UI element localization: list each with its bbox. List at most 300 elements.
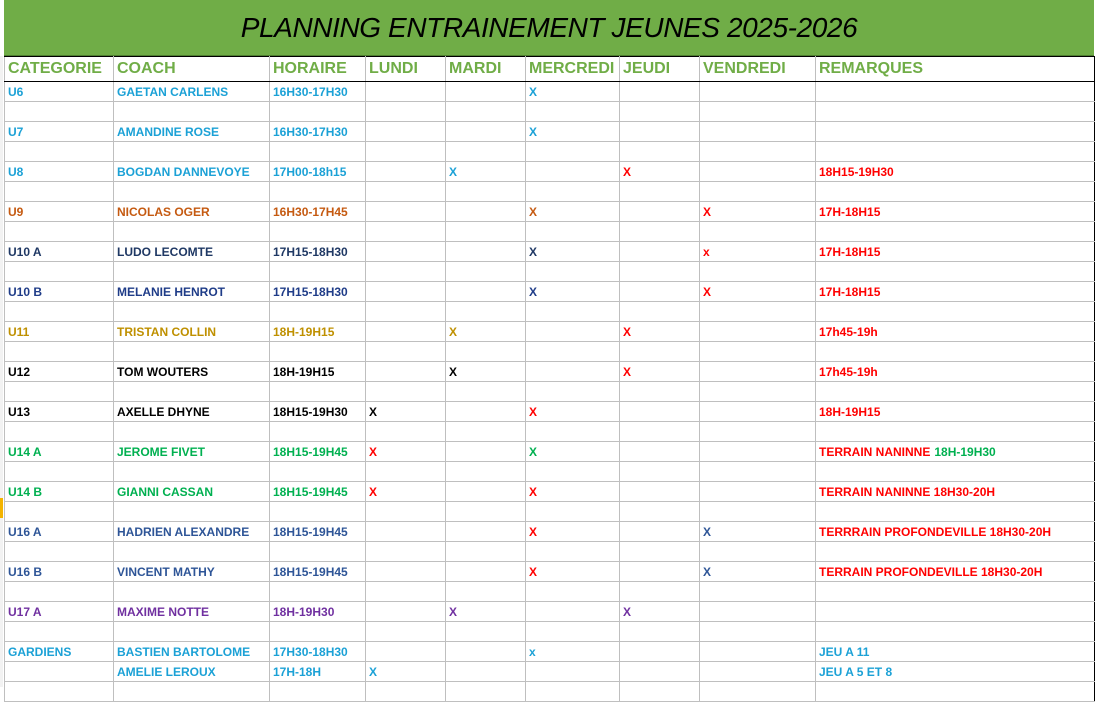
day-cell-mercredi[interactable] — [526, 162, 620, 182]
day-cell-lundi[interactable] — [366, 122, 446, 142]
day-cell-jeudi[interactable]: X — [620, 322, 700, 342]
empty-cell[interactable] — [816, 422, 1095, 442]
empty-cell[interactable] — [700, 262, 816, 282]
empty-cell[interactable] — [366, 342, 446, 362]
remarks-cell[interactable] — [816, 282, 1095, 302]
day-cell-vendredi[interactable]: X — [700, 562, 816, 582]
cell-coach[interactable]: BASTIEN BARTOLOME — [114, 642, 270, 662]
day-cell-jeudi[interactable] — [620, 122, 700, 142]
cell-categorie[interactable] — [5, 662, 114, 682]
day-cell-lundi[interactable] — [366, 642, 446, 662]
day-cell-mercredi[interactable]: x — [526, 642, 620, 662]
cell-coach[interactable]: TOM WOUTERS — [114, 362, 270, 382]
remarks-cell[interactable] — [816, 602, 1095, 622]
cell-coach[interactable]: HADRIEN ALEXANDRE — [114, 522, 270, 542]
empty-cell[interactable] — [5, 102, 114, 122]
empty-cell[interactable] — [700, 222, 816, 242]
remarks-text: TERRAIN NANINNE — [819, 444, 931, 459]
empty-cell[interactable] — [366, 142, 446, 162]
empty-cell[interactable] — [366, 462, 446, 482]
empty-cell[interactable] — [620, 462, 700, 482]
empty-cell[interactable] — [114, 622, 270, 642]
empty-cell[interactable] — [270, 302, 366, 322]
day-cell-vendredi[interactable]: X — [700, 522, 816, 542]
day-cell-mercredi[interactable]: X — [526, 482, 620, 502]
spacer-row — [5, 622, 1095, 642]
day-cell-lundi[interactable] — [366, 242, 446, 262]
day-cell-mercredi[interactable]: X — [526, 402, 620, 422]
cell-horaire[interactable]: 17H15-18H30 — [270, 242, 366, 262]
cell-horaire[interactable]: 18H-19H15 — [270, 322, 366, 342]
empty-cell[interactable] — [700, 382, 816, 402]
day-cell-mardi[interactable] — [446, 202, 526, 222]
empty-cell[interactable] — [5, 582, 114, 602]
empty-cell[interactable] — [446, 382, 526, 402]
header-cell[interactable]: COACH — [114, 57, 270, 82]
empty-cell[interactable] — [816, 622, 1095, 642]
cell-categorie[interactable]: U9 — [5, 202, 114, 222]
remarks-cell[interactable] — [816, 442, 1095, 462]
cell-horaire[interactable]: 17H00-18h15 — [270, 162, 366, 182]
day-cell-vendredi[interactable]: X — [700, 282, 816, 302]
empty-cell[interactable] — [366, 222, 446, 242]
day-cell-jeudi[interactable] — [620, 482, 700, 502]
empty-cell[interactable] — [526, 582, 620, 602]
empty-cell[interactable] — [816, 222, 1095, 242]
empty-cell[interactable] — [816, 302, 1095, 322]
empty-cell[interactable] — [5, 462, 114, 482]
cell-horaire[interactable]: 17H15-18H30 — [270, 282, 366, 302]
day-cell-vendredi[interactable]: x — [700, 242, 816, 262]
table-row — [5, 162, 1095, 182]
empty-cell[interactable] — [446, 622, 526, 642]
empty-cell[interactable] — [366, 622, 446, 642]
empty-cell[interactable] — [446, 342, 526, 362]
day-cell-mardi[interactable] — [446, 522, 526, 542]
empty-cell[interactable] — [5, 262, 114, 282]
empty-cell[interactable] — [5, 342, 114, 362]
empty-cell[interactable] — [114, 222, 270, 242]
remarks-cell[interactable] — [816, 162, 1095, 182]
spacer-row — [5, 422, 1095, 442]
cell-categorie[interactable]: U16 A — [5, 522, 114, 542]
day-cell-jeudi[interactable] — [620, 282, 700, 302]
day-cell-lundi[interactable] — [366, 202, 446, 222]
empty-cell[interactable] — [620, 542, 700, 562]
day-cell-mardi[interactable]: X — [446, 362, 526, 382]
header-cell[interactable]: CATEGORIE — [5, 57, 114, 82]
cell-categorie[interactable]: U10 B — [5, 282, 114, 302]
cell-coach[interactable]: AXELLE DHYNE — [114, 402, 270, 422]
remarks-cell[interactable] — [816, 322, 1095, 342]
empty-cell[interactable] — [620, 342, 700, 362]
empty-cell[interactable] — [526, 302, 620, 322]
empty-cell[interactable] — [526, 222, 620, 242]
day-cell-jeudi[interactable] — [620, 402, 700, 422]
empty-cell[interactable] — [5, 682, 114, 702]
cell-categorie[interactable]: U11 — [5, 322, 114, 342]
day-cell-jeudi[interactable] — [620, 662, 700, 682]
remarks-cell[interactable] — [816, 242, 1095, 262]
empty-cell[interactable] — [620, 622, 700, 642]
remarks-cell[interactable] — [816, 482, 1095, 502]
empty-cell[interactable] — [114, 542, 270, 562]
cell-coach[interactable]: MELANIE HENROT — [114, 282, 270, 302]
day-cell-vendredi[interactable] — [700, 662, 816, 682]
day-cell-lundi[interactable] — [366, 162, 446, 182]
cell-categorie[interactable]: U14 A — [5, 442, 114, 462]
cell-horaire[interactable]: 18H-19H15 — [270, 362, 366, 382]
empty-cell[interactable] — [446, 142, 526, 162]
day-cell-jeudi[interactable] — [620, 202, 700, 222]
table-row — [5, 662, 1095, 682]
day-cell-jeudi[interactable]: X — [620, 602, 700, 622]
empty-cell[interactable] — [446, 222, 526, 242]
day-cell-mardi[interactable] — [446, 242, 526, 262]
day-cell-mardi[interactable]: X — [446, 602, 526, 622]
empty-cell[interactable] — [526, 142, 620, 162]
day-cell-mardi[interactable] — [446, 122, 526, 142]
day-cell-vendredi[interactable] — [700, 362, 816, 382]
empty-cell[interactable] — [620, 262, 700, 282]
empty-cell[interactable] — [700, 502, 816, 522]
empty-cell[interactable] — [816, 502, 1095, 522]
day-cell-mardi[interactable]: X — [446, 322, 526, 342]
empty-cell[interactable] — [114, 342, 270, 362]
day-cell-mercredi[interactable] — [526, 322, 620, 342]
empty-cell[interactable] — [816, 682, 1095, 702]
cell-horaire[interactable]: 18H15-19H45 — [270, 442, 366, 462]
empty-cell[interactable] — [270, 582, 366, 602]
empty-cell[interactable] — [366, 682, 446, 702]
day-cell-vendredi[interactable] — [700, 482, 816, 502]
empty-cell[interactable] — [114, 462, 270, 482]
empty-cell[interactable] — [446, 262, 526, 282]
day-cell-mercredi[interactable] — [526, 362, 620, 382]
empty-cell[interactable] — [366, 502, 446, 522]
empty-cell[interactable] — [270, 542, 366, 562]
header-cell[interactable]: HORAIRE — [270, 57, 366, 82]
day-cell-mercredi[interactable]: X — [526, 562, 620, 582]
header-cell[interactable]: MERCREDI — [526, 57, 620, 82]
empty-cell[interactable] — [270, 682, 366, 702]
cell-categorie[interactable]: U8 — [5, 162, 114, 182]
header-cell[interactable]: LUNDI — [366, 57, 446, 82]
day-cell-mercredi[interactable]: X — [526, 122, 620, 142]
day-cell-vendredi[interactable]: X — [700, 202, 816, 222]
empty-cell[interactable] — [816, 102, 1095, 122]
cell-categorie[interactable]: U12 — [5, 362, 114, 382]
day-cell-vendredi[interactable] — [700, 322, 816, 342]
day-cell-mardi[interactable] — [446, 442, 526, 462]
empty-cell[interactable] — [700, 462, 816, 482]
header-cell[interactable]: REMARQUES — [816, 57, 1095, 82]
empty-cell[interactable] — [366, 542, 446, 562]
remarks-cell[interactable] — [816, 122, 1095, 142]
empty-cell[interactable] — [5, 542, 114, 562]
cell-coach[interactable]: AMANDINE ROSE — [114, 122, 270, 142]
empty-cell[interactable] — [270, 342, 366, 362]
empty-cell[interactable] — [700, 142, 816, 162]
empty-cell[interactable] — [816, 142, 1095, 162]
day-cell-lundi[interactable] — [366, 602, 446, 622]
empty-cell[interactable] — [446, 502, 526, 522]
cell-coach[interactable]: VINCENT MATHY — [114, 562, 270, 582]
day-cell-lundi[interactable] — [366, 522, 446, 542]
empty-cell[interactable] — [526, 682, 620, 702]
empty-cell[interactable] — [620, 502, 700, 522]
empty-cell[interactable] — [446, 302, 526, 322]
day-cell-vendredi[interactable] — [700, 442, 816, 462]
empty-cell[interactable] — [620, 182, 700, 202]
empty-cell[interactable] — [366, 422, 446, 442]
empty-cell[interactable] — [526, 422, 620, 442]
day-cell-jeudi[interactable] — [620, 242, 700, 262]
day-cell-vendredi[interactable] — [700, 82, 816, 102]
empty-cell[interactable] — [526, 502, 620, 522]
remarks-text: TERRAIN PROFONDEVILLE 18H30-20H — [819, 564, 1043, 579]
cell-categorie[interactable]: U13 — [5, 402, 114, 422]
day-cell-lundi[interactable]: X — [366, 442, 446, 462]
cell-coach[interactable]: BOGDAN DANNEVOYE — [114, 162, 270, 182]
empty-cell[interactable] — [5, 182, 114, 202]
day-cell-mercredi[interactable]: X — [526, 82, 620, 102]
empty-cell[interactable] — [816, 542, 1095, 562]
header-cell[interactable]: JEUDI — [620, 57, 700, 82]
empty-cell[interactable] — [366, 102, 446, 122]
cell-horaire[interactable]: 16H30-17H30 — [270, 82, 366, 102]
empty-cell[interactable] — [446, 462, 526, 482]
empty-cell[interactable] — [446, 182, 526, 202]
day-cell-mercredi[interactable]: X — [526, 522, 620, 542]
cell-coach[interactable]: GIANNI CASSAN — [114, 482, 270, 502]
empty-cell[interactable] — [700, 182, 816, 202]
day-cell-jeudi[interactable] — [620, 82, 700, 102]
cell-horaire[interactable]: 18H15-19H45 — [270, 482, 366, 502]
empty-cell[interactable] — [366, 582, 446, 602]
cell-categorie[interactable]: GARDIENS — [5, 642, 114, 662]
cell-coach[interactable]: JEROME FIVET — [114, 442, 270, 462]
empty-cell[interactable] — [700, 682, 816, 702]
empty-cell[interactable] — [114, 422, 270, 442]
empty-cell[interactable] — [700, 542, 816, 562]
cell-coach[interactable]: TRISTAN COLLIN — [114, 322, 270, 342]
empty-cell[interactable] — [526, 342, 620, 362]
empty-cell[interactable] — [270, 382, 366, 402]
empty-cell[interactable] — [446, 582, 526, 602]
day-cell-vendredi[interactable] — [700, 602, 816, 622]
remarks-cell[interactable] — [816, 82, 1095, 102]
day-cell-vendredi[interactable] — [700, 642, 816, 662]
empty-cell[interactable] — [526, 262, 620, 282]
day-cell-lundi[interactable] — [366, 322, 446, 342]
empty-cell[interactable] — [114, 182, 270, 202]
empty-cell[interactable] — [5, 302, 114, 322]
remarks-cell[interactable] — [816, 362, 1095, 382]
empty-cell[interactable] — [700, 102, 816, 122]
empty-cell[interactable] — [526, 102, 620, 122]
empty-cell[interactable] — [5, 502, 114, 522]
cell-horaire[interactable]: 16H30-17H30 — [270, 122, 366, 142]
spacer-row — [5, 102, 1095, 122]
cell-horaire[interactable]: 17H-18H — [270, 662, 366, 682]
day-cell-vendredi[interactable] — [700, 122, 816, 142]
header-cell[interactable]: MARDI — [446, 57, 526, 82]
cell-categorie[interactable]: U14 B — [5, 482, 114, 502]
cell-coach[interactable]: GAETAN CARLENS — [114, 82, 270, 102]
day-cell-mercredi[interactable]: X — [526, 202, 620, 222]
day-cell-lundi[interactable] — [366, 282, 446, 302]
empty-cell[interactable] — [114, 102, 270, 122]
day-cell-jeudi[interactable]: X — [620, 362, 700, 382]
table-row — [5, 442, 1095, 462]
empty-cell[interactable] — [620, 222, 700, 242]
empty-cell[interactable] — [5, 422, 114, 442]
cell-categorie[interactable]: U10 A — [5, 242, 114, 262]
empty-cell[interactable] — [5, 222, 114, 242]
empty-cell[interactable] — [270, 622, 366, 642]
empty-cell[interactable] — [700, 422, 816, 442]
empty-cell[interactable] — [816, 462, 1095, 482]
day-cell-mardi[interactable] — [446, 642, 526, 662]
empty-cell[interactable] — [114, 262, 270, 282]
empty-cell[interactable] — [5, 622, 114, 642]
empty-cell[interactable] — [270, 102, 366, 122]
day-cell-mardi[interactable] — [446, 662, 526, 682]
empty-cell[interactable] — [526, 622, 620, 642]
empty-cell[interactable] — [816, 262, 1095, 282]
day-cell-jeudi[interactable] — [620, 522, 700, 542]
empty-cell[interactable] — [620, 682, 700, 702]
day-cell-mardi[interactable]: X — [446, 162, 526, 182]
empty-cell[interactable] — [620, 302, 700, 322]
empty-cell[interactable] — [620, 102, 700, 122]
empty-cell[interactable] — [700, 302, 816, 322]
empty-cell[interactable] — [270, 502, 366, 522]
empty-cell[interactable] — [446, 422, 526, 442]
empty-cell[interactable] — [620, 142, 700, 162]
cell-coach[interactable]: AMELIE LEROUX — [114, 662, 270, 682]
empty-cell[interactable] — [620, 422, 700, 442]
cell-coach[interactable]: LUDO LECOMTE — [114, 242, 270, 262]
empty-cell[interactable] — [620, 582, 700, 602]
empty-cell[interactable] — [620, 382, 700, 402]
remarks-cell[interactable] — [816, 202, 1095, 222]
empty-cell[interactable] — [700, 342, 816, 362]
empty-cell[interactable] — [366, 182, 446, 202]
day-cell-mercredi[interactable]: X — [526, 282, 620, 302]
empty-cell[interactable] — [366, 262, 446, 282]
cell-horaire[interactable]: 17H30-18H30 — [270, 642, 366, 662]
day-cell-vendredi[interactable] — [700, 402, 816, 422]
table-row — [5, 642, 1095, 662]
cell-categorie[interactable]: U17 A — [5, 602, 114, 622]
empty-cell[interactable] — [526, 462, 620, 482]
day-cell-mercredi[interactable]: X — [526, 442, 620, 462]
empty-cell[interactable] — [446, 542, 526, 562]
empty-cell[interactable] — [114, 682, 270, 702]
empty-cell[interactable] — [114, 502, 270, 522]
day-cell-lundi[interactable] — [366, 362, 446, 382]
day-cell-vendredi[interactable] — [700, 162, 816, 182]
cell-horaire[interactable]: 16H30-17H45 — [270, 202, 366, 222]
day-cell-lundi[interactable]: X — [366, 662, 446, 682]
empty-cell[interactable] — [816, 582, 1095, 602]
day-cell-lundi[interactable]: X — [366, 482, 446, 502]
empty-cell[interactable] — [816, 182, 1095, 202]
empty-cell[interactable] — [816, 382, 1095, 402]
cell-coach[interactable]: MAXIME NOTTE — [114, 602, 270, 622]
cell-horaire[interactable]: 18H-19H30 — [270, 602, 366, 622]
empty-cell[interactable] — [526, 542, 620, 562]
empty-cell[interactable] — [700, 622, 816, 642]
cell-horaire[interactable]: 18H15-19H45 — [270, 522, 366, 542]
empty-cell[interactable] — [526, 382, 620, 402]
remarks-cell[interactable] — [816, 522, 1095, 542]
cell-horaire[interactable]: 18H15-19H30 — [270, 402, 366, 422]
day-cell-mercredi[interactable]: X — [526, 242, 620, 262]
day-cell-jeudi[interactable] — [620, 642, 700, 662]
empty-cell[interactable] — [114, 582, 270, 602]
remarks-cell[interactable] — [816, 402, 1095, 422]
day-cell-mardi[interactable] — [446, 562, 526, 582]
cell-categorie[interactable]: U7 — [5, 122, 114, 142]
remarks-cell[interactable] — [816, 662, 1095, 682]
empty-cell[interactable] — [366, 382, 446, 402]
day-cell-mardi[interactable] — [446, 282, 526, 302]
day-cell-jeudi[interactable] — [620, 442, 700, 462]
empty-cell[interactable] — [270, 142, 366, 162]
day-cell-mercredi[interactable] — [526, 602, 620, 622]
empty-cell[interactable] — [816, 342, 1095, 362]
day-cell-lundi[interactable]: X — [366, 402, 446, 422]
empty-cell[interactable] — [446, 102, 526, 122]
day-cell-lundi[interactable] — [366, 82, 446, 102]
day-cell-jeudi[interactable] — [620, 562, 700, 582]
selected-row-marker — [0, 498, 3, 518]
empty-cell[interactable] — [270, 182, 366, 202]
empty-cell[interactable] — [270, 262, 366, 282]
empty-cell[interactable] — [700, 582, 816, 602]
empty-cell[interactable] — [114, 382, 270, 402]
day-cell-mercredi[interactable] — [526, 662, 620, 682]
empty-cell[interactable] — [270, 462, 366, 482]
empty-cell[interactable] — [114, 302, 270, 322]
header-cell[interactable]: VENDREDI — [700, 57, 816, 82]
cell-categorie[interactable]: U6 — [5, 82, 114, 102]
day-cell-mardi[interactable] — [446, 402, 526, 422]
empty-cell[interactable] — [366, 302, 446, 322]
empty-cell[interactable] — [270, 422, 366, 442]
day-cell-lundi[interactable] — [366, 562, 446, 582]
cell-horaire[interactable]: 18H15-19H45 — [270, 562, 366, 582]
cell-categorie[interactable]: U16 B — [5, 562, 114, 582]
empty-cell[interactable] — [526, 182, 620, 202]
cell-coach[interactable]: NICOLAS OGER — [114, 202, 270, 222]
empty-cell[interactable] — [446, 682, 526, 702]
empty-cell[interactable] — [270, 222, 366, 242]
planning-table — [4, 56, 1095, 702]
table-row — [5, 82, 1095, 102]
empty-cell[interactable] — [5, 142, 114, 162]
empty-cell[interactable] — [114, 142, 270, 162]
remarks-cell[interactable] — [816, 562, 1095, 582]
day-cell-mardi[interactable] — [446, 82, 526, 102]
empty-cell[interactable] — [5, 382, 114, 402]
day-cell-jeudi[interactable]: X — [620, 162, 700, 182]
remarks-cell[interactable] — [816, 642, 1095, 662]
day-cell-mardi[interactable] — [446, 482, 526, 502]
